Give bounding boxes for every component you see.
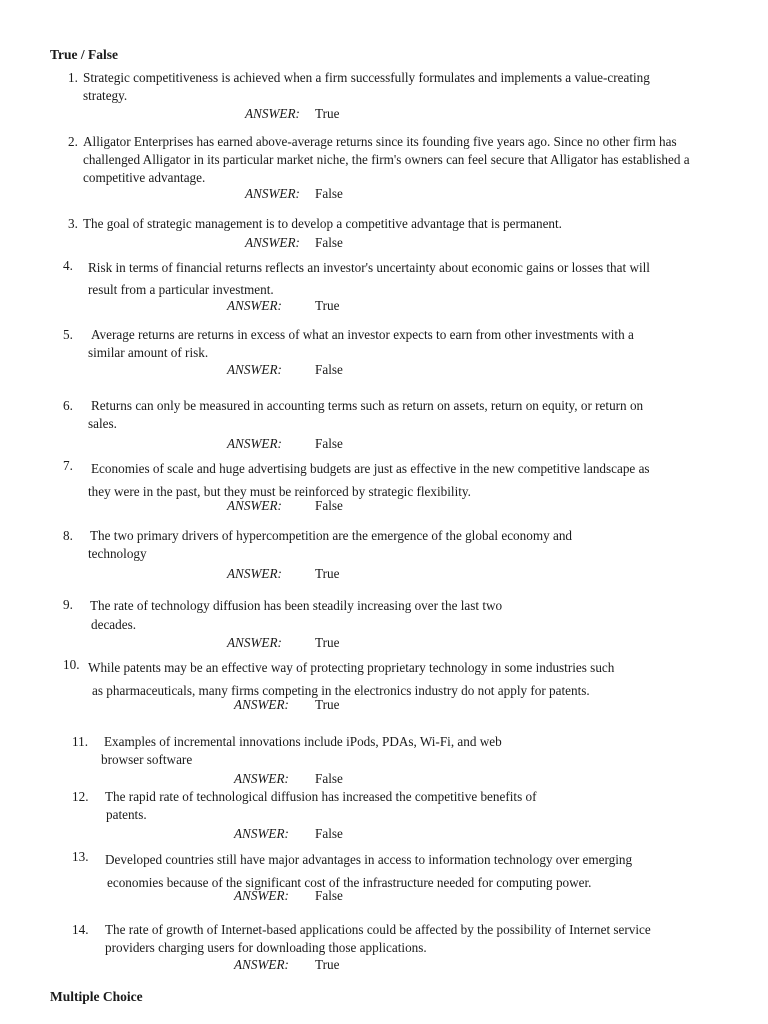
answer-value: False bbox=[315, 826, 343, 841]
answer-row bbox=[234, 770, 343, 788]
answer-value: True bbox=[315, 566, 340, 581]
answer-label: ANSWER: bbox=[227, 298, 282, 313]
question-text: The goal of strategic management is to develop a competitive advantage that is permanent. bbox=[83, 216, 562, 231]
answer-row bbox=[234, 825, 343, 843]
answer-label: ANSWER: bbox=[227, 362, 282, 377]
question-number: 1. bbox=[68, 70, 78, 85]
answer-row bbox=[227, 634, 340, 652]
answer-value: True bbox=[315, 957, 340, 972]
question-number: 7. bbox=[63, 458, 73, 473]
answer-label: ANSWER: bbox=[234, 888, 289, 903]
question-number: 9. bbox=[63, 597, 73, 612]
answer-value: False bbox=[315, 436, 343, 451]
question-text: Alligator Enterprises has earned above-average returns since its founding five years ago. Since no other firm has bbox=[83, 134, 677, 149]
question-number: 5. bbox=[63, 327, 73, 342]
question-number: 14. bbox=[72, 922, 89, 937]
question-text: competitive advantage. bbox=[83, 170, 206, 185]
question-text: strategy. bbox=[83, 88, 128, 103]
answer-label: ANSWER: bbox=[245, 186, 300, 201]
answer-label: ANSWER: bbox=[227, 635, 282, 650]
heading-multiple-choice: Multiple Choice bbox=[50, 989, 143, 1004]
question-text: they were in the past, but they must be reinforced by strategic flexibility. bbox=[88, 484, 471, 499]
question-number: 6. bbox=[63, 398, 73, 413]
answer-label: ANSWER: bbox=[234, 957, 289, 972]
question-number: 3. bbox=[68, 216, 78, 231]
answer-value: True bbox=[315, 697, 340, 712]
question-text: While patents may be an effective way of protecting proprietary technology in some industries such bbox=[88, 660, 615, 675]
answer-label: ANSWER: bbox=[227, 498, 282, 513]
question-text: Returns can only be measured in accounting terms such as return on assets, return on equity, or return on bbox=[91, 398, 644, 413]
question-text: result from a particular investment. bbox=[88, 282, 274, 297]
question-number: 8. bbox=[63, 528, 73, 543]
question-number: 2. bbox=[68, 134, 78, 149]
answer-row bbox=[234, 887, 343, 905]
answer-row bbox=[245, 185, 343, 203]
question-number: 4. bbox=[63, 258, 73, 273]
answer-label: ANSWER: bbox=[227, 436, 282, 451]
answer-value: False bbox=[315, 498, 343, 513]
question-text: similar amount of risk. bbox=[88, 345, 209, 360]
question-text: Average returns are returns in excess of what an investor expects to earn from other investments with a bbox=[91, 327, 634, 342]
answer-row bbox=[227, 565, 340, 583]
question-text: Strategic competitiveness is achieved when a firm successfully formulates and implements a value-creating bbox=[83, 70, 650, 85]
answer-row bbox=[234, 696, 340, 714]
question-text: The rate of technology diffusion has been steadily increasing over the last two bbox=[90, 598, 503, 613]
answer-value: False bbox=[315, 888, 343, 903]
answer-row bbox=[227, 497, 343, 515]
answer-label: ANSWER: bbox=[227, 566, 282, 581]
question-text: sales. bbox=[88, 416, 117, 431]
answer-value: False bbox=[315, 235, 343, 250]
question-text: technology bbox=[88, 546, 147, 561]
answer-value: True bbox=[315, 298, 340, 313]
question-text: The rapid rate of technological diffusion has increased the competitive benefits of bbox=[105, 789, 537, 804]
question-number: 10. bbox=[63, 657, 80, 672]
answer-label: ANSWER: bbox=[234, 771, 289, 786]
answer-value: True bbox=[315, 635, 340, 650]
answer-label: ANSWER: bbox=[234, 826, 289, 841]
heading-true-false: True / False bbox=[50, 47, 118, 62]
question-text: browser software bbox=[101, 752, 193, 767]
answer-label: ANSWER: bbox=[245, 106, 300, 121]
answer-value: False bbox=[315, 771, 343, 786]
answer-row bbox=[227, 297, 340, 315]
answer-row bbox=[227, 361, 343, 379]
question-number: 12. bbox=[72, 789, 89, 804]
question-text: Economies of scale and huge advertising budgets are just as effective in the new competitive landscape as bbox=[91, 461, 650, 476]
question-text: The rate of growth of Internet-based applications could be affected by the possibility of Internet service bbox=[105, 922, 651, 937]
question-text: patents. bbox=[106, 807, 147, 822]
answer-value: False bbox=[315, 186, 343, 201]
question-text: providers charging users for downloading those applications. bbox=[105, 940, 427, 955]
question-text: as pharmaceuticals, many firms competing in the electronics industry do not apply for patents. bbox=[92, 683, 590, 698]
answer-row bbox=[245, 234, 343, 252]
question-text: Examples of incremental innovations include iPods, PDAs, Wi-Fi, and web bbox=[104, 734, 502, 749]
question-text: Developed countries still have major advantages in access to information technology over emerging bbox=[105, 852, 633, 867]
question-text: challenged Alligator in its particular market niche, the firm's owners can feel secure that Alligator has established a bbox=[83, 152, 690, 167]
answer-label: ANSWER: bbox=[245, 235, 300, 250]
answer-value: True bbox=[315, 106, 340, 121]
question-text: Risk in terms of financial returns reflects an investor's uncertainty about economic gains or losses that will bbox=[88, 260, 650, 275]
answer-row bbox=[245, 105, 340, 123]
answer-row bbox=[234, 956, 340, 974]
question-text: decades. bbox=[91, 617, 137, 632]
question-text: economies because of the significant cost of the infrastructure needed for computing power. bbox=[107, 875, 592, 890]
question-number: 11. bbox=[72, 734, 88, 749]
question-text: The two primary drivers of hypercompetition are the emergence of the global economy and bbox=[90, 528, 573, 543]
answer-value: False bbox=[315, 362, 343, 377]
question-number: 13. bbox=[72, 849, 89, 864]
answer-label: ANSWER: bbox=[234, 697, 289, 712]
answer-row bbox=[227, 435, 343, 453]
